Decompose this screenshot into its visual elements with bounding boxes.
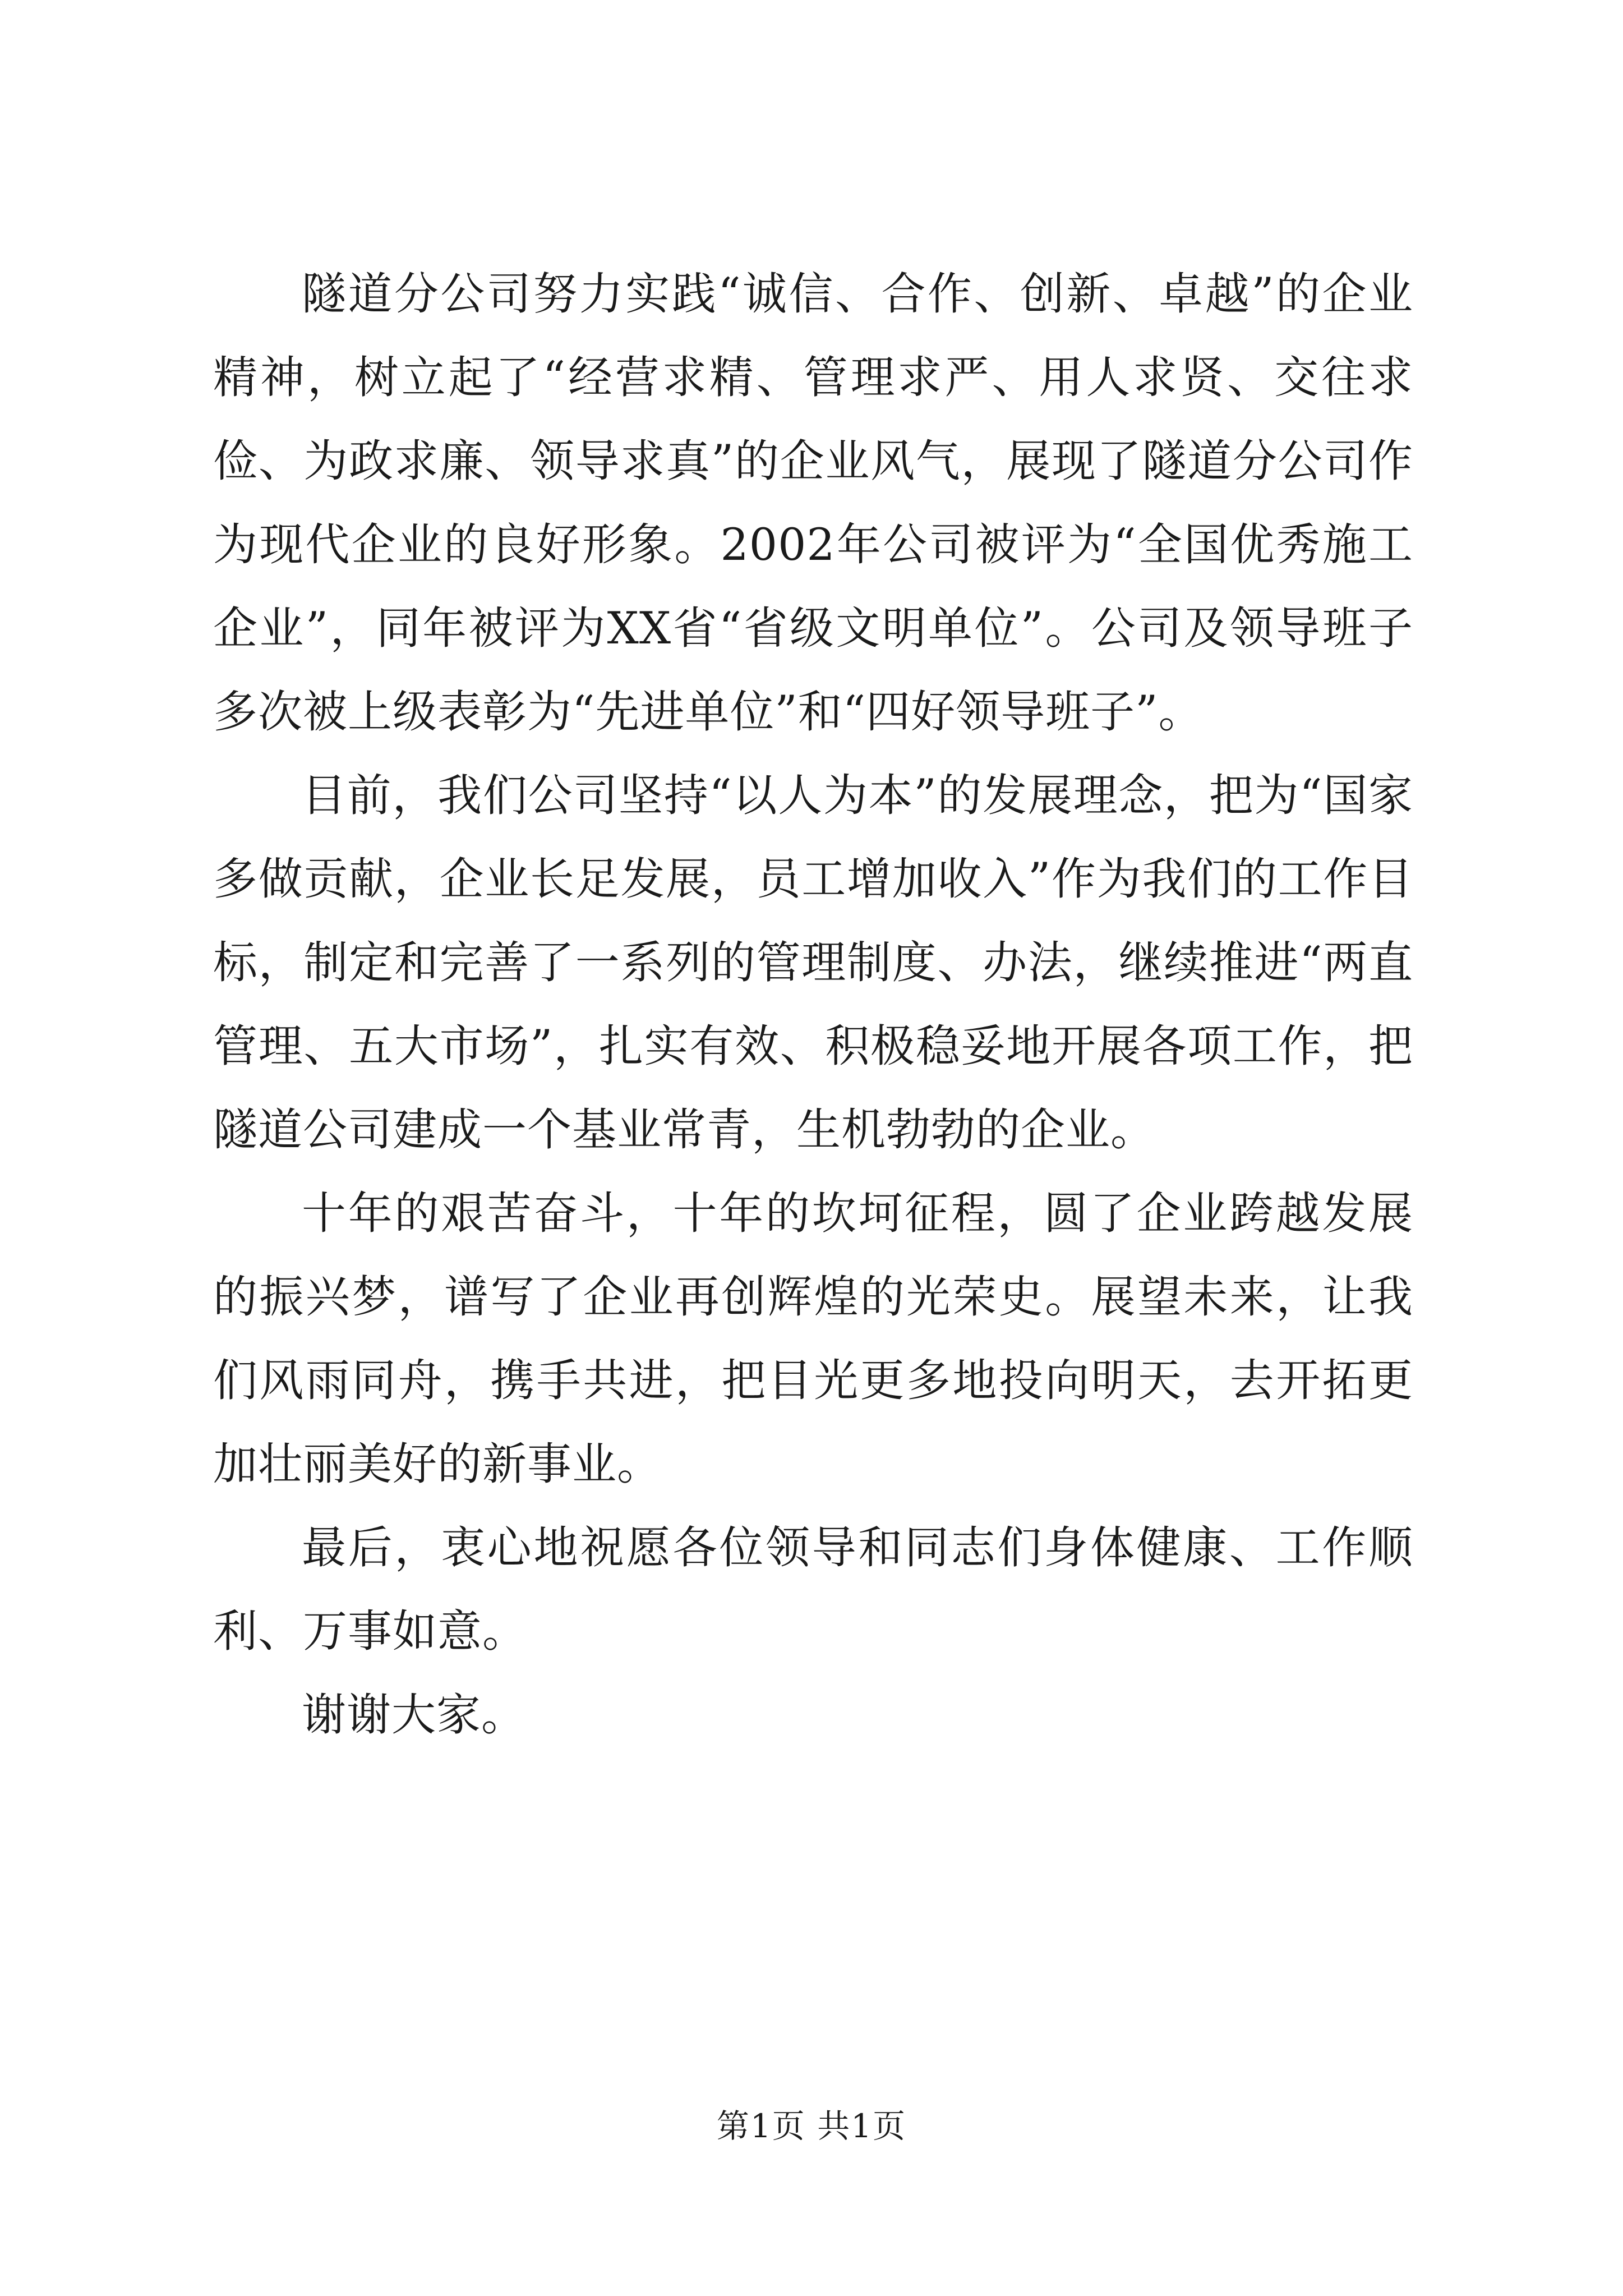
- document-body: [213, 252, 1413, 1757]
- paragraph-closing-wishes: 最后，衷心地祝愿各位领导和同志们身体健康、工作顺利、万事如意。: [213, 1522, 1413, 1657]
- paragraph-development-goals: 目前，我们公司坚持“以人为本”的发展理念，把为“国家多做贡献，企业长足发展，员工增加收入”作为我们的工作目标，制定和完善了一系列的管理制度、办法，继续推进“两直管理、五大市场”，扎实有效、积极稳妥地开展各项工作，把隧道公司建成一个基业常青，生机勃勃的企业。: [213, 770, 1413, 1156]
- paragraph-future-outlook: 十年的艰苦奋斗，十年的坎坷征程，圆了企业跨越发展的振兴梦，谱写了企业再创辉煌的光荣史。展望未来，让我们风雨同舟，携手共进，把目光更多地投向明天，去开拓更加壮丽美好的新事业。: [213, 1188, 1413, 1490]
- paragraph-thanks: 谢谢大家。: [302, 1689, 526, 1741]
- paragraph-company-spirit: 隧道分公司努力实践“诚信、合作、创新、卓越”的企业精神，树立起了“经营求精、管理求严、用人求贤、交往求俭、为政求廉、领导求真”的企业风气，展现了隧道分公司作为现代企业的良好形象。2002年公司被评为“全国优秀施工企业”，同年被评为XX省“省级文明单位”。公司及领导班子多次被上级表彰为“先进单位”和“四好领导班子”。: [213, 268, 1413, 738]
- page-number-footer: 第1页 共1页: [716, 2107, 907, 2145]
